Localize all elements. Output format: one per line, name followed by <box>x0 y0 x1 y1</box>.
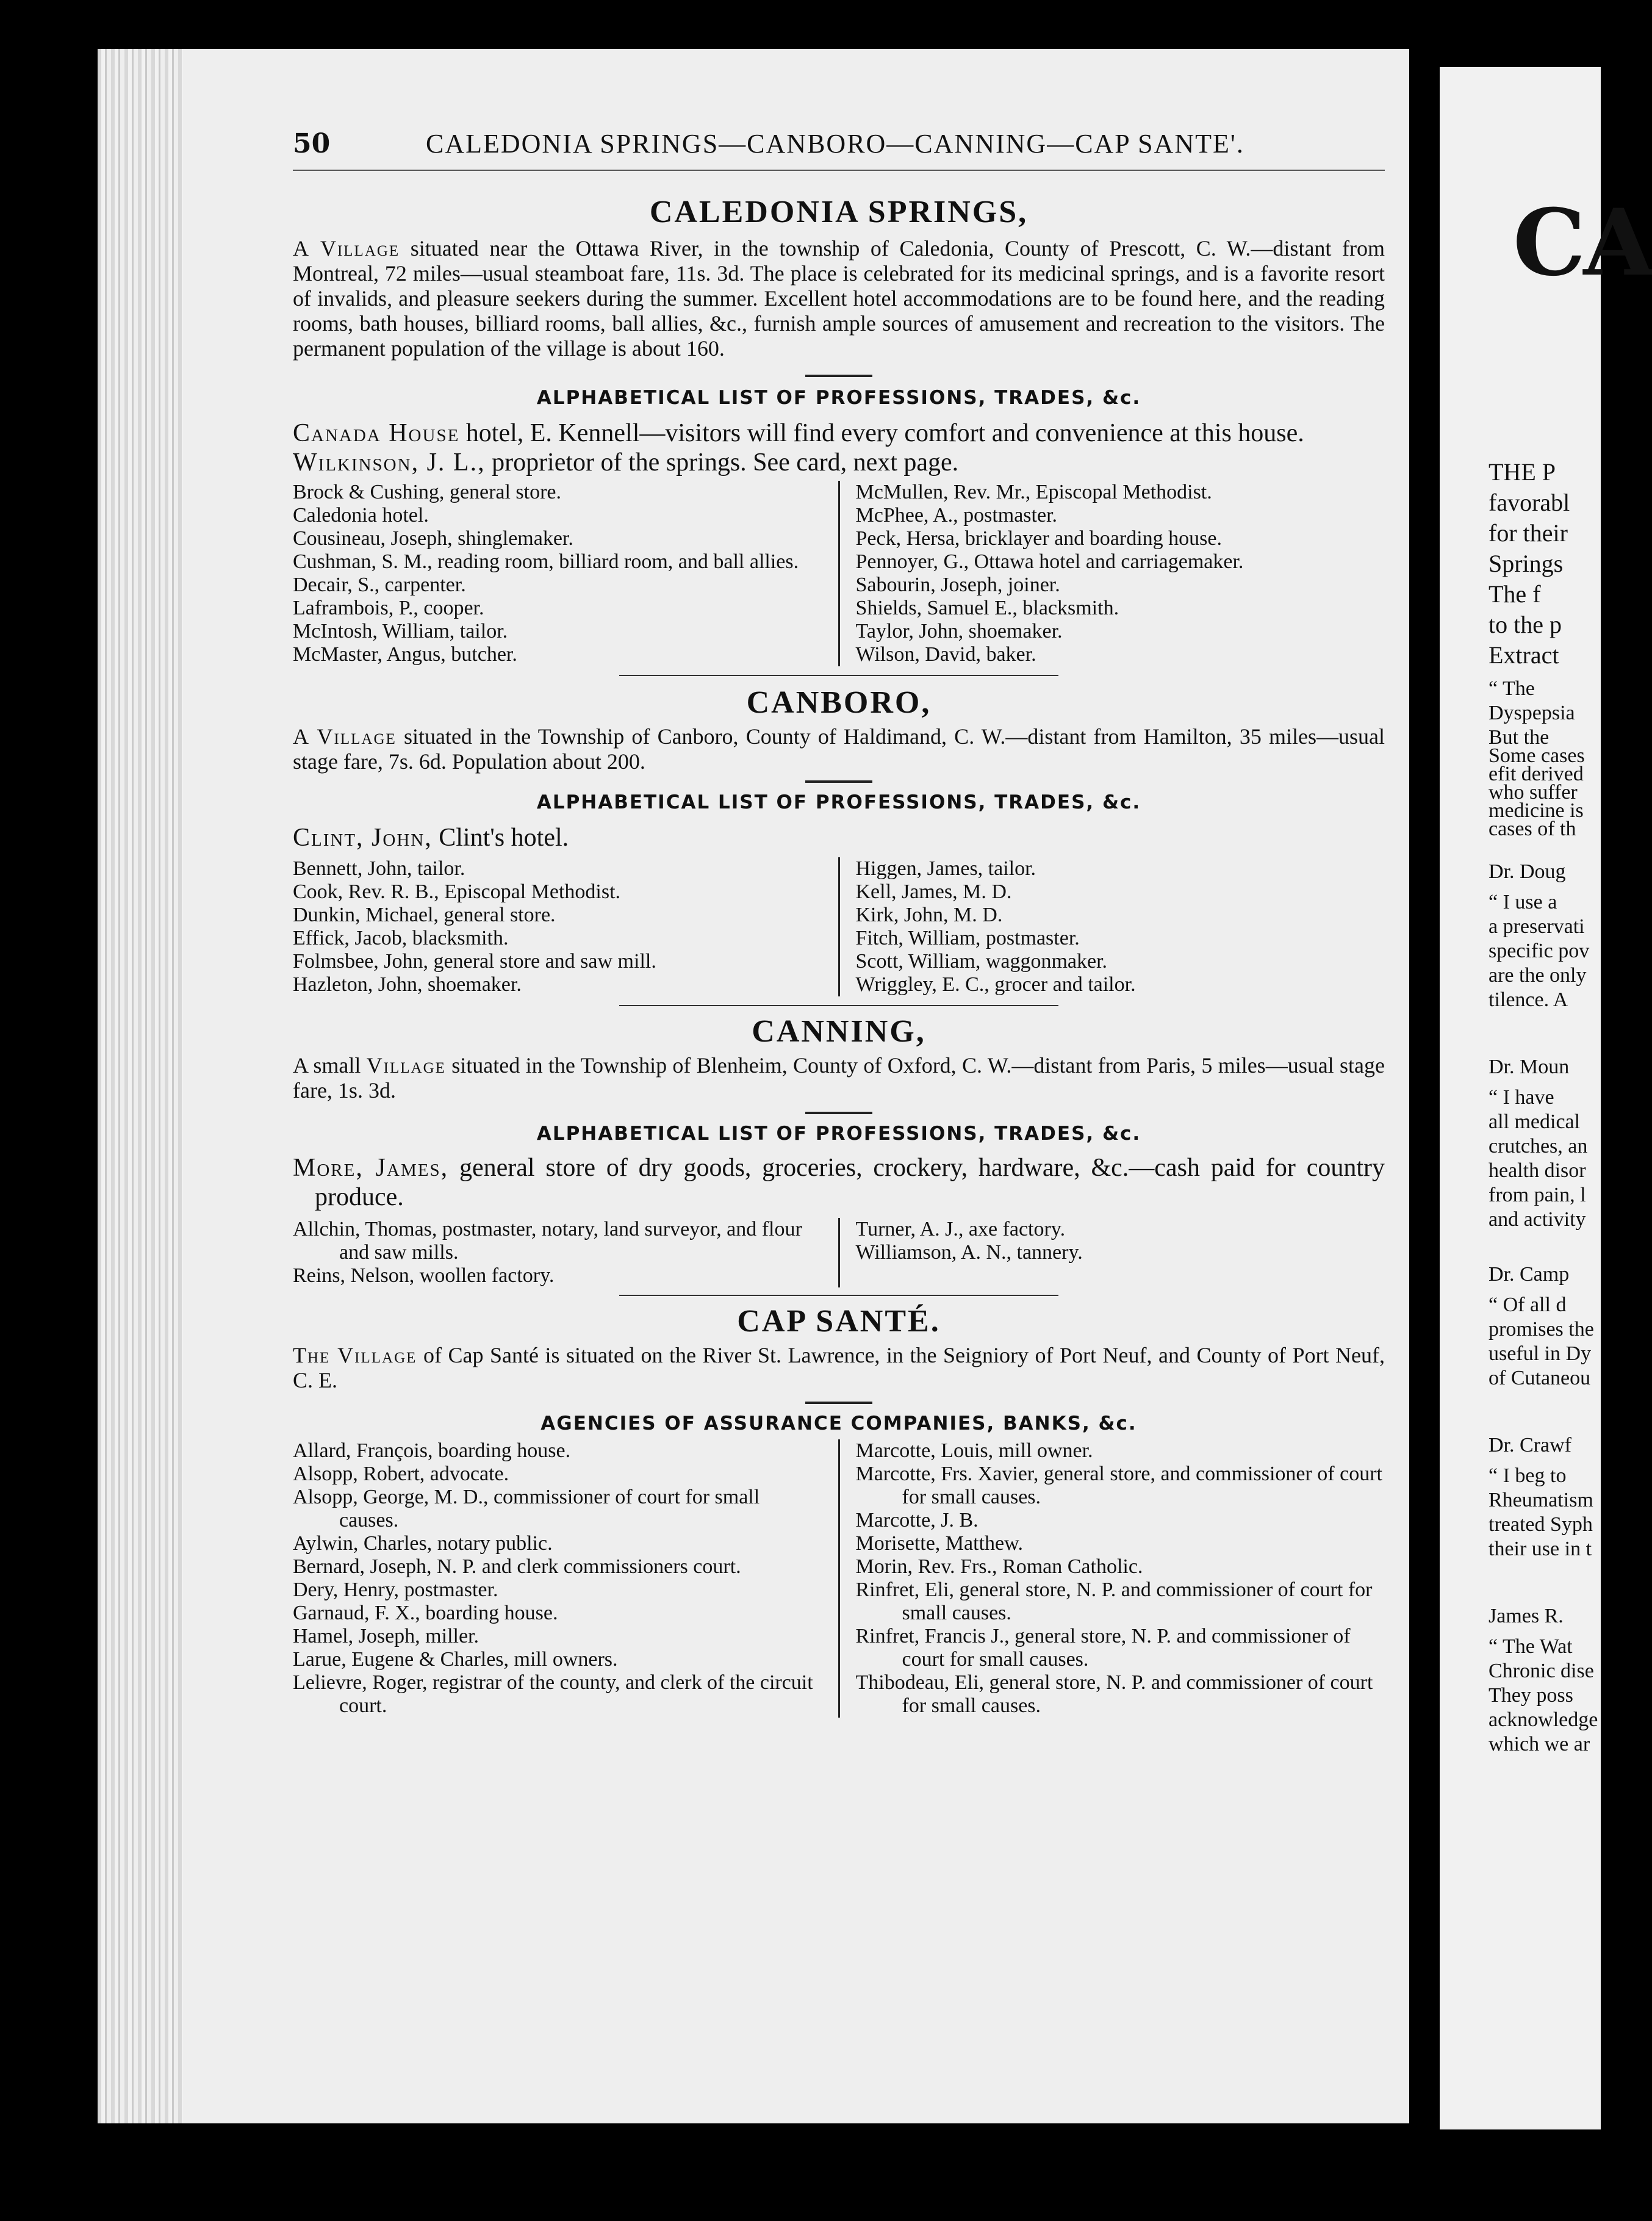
directory-entry: Larue, Eugene & Charles, mill owners. <box>293 1648 618 1671</box>
facing-page-line: specific pov <box>1489 940 1590 962</box>
section-title: CANNING, <box>752 1014 926 1049</box>
facing-page-line: acknowledge <box>1489 1708 1598 1731</box>
directory-entry: Marcotte, Louis, mill owner. <box>855 1439 1093 1462</box>
running-header <box>293 128 1385 171</box>
directory-entry: McMaster, Angus, butcher. <box>293 643 517 666</box>
short-rule <box>805 375 872 377</box>
directory-entry: Rinfret, Eli, general store, N. P. and commissioner of court for small causes. <box>855 1578 1373 1624</box>
list-heading: AGENCIES OF ASSURANCE COMPANIES, BANKS, &c. <box>540 1413 1137 1434</box>
directory-column-right <box>838 481 1385 666</box>
directory-entry: Brock & Cushing, general store. <box>293 481 562 503</box>
facing-page-line: for their <box>1489 519 1568 547</box>
facing-page-line: favorabl <box>1489 489 1570 516</box>
description-text: of Cap Santé is situated on the River St. Lawrence, in the Seigniory of Port Neuf, and County of Port Neuf, C. E. <box>293 1343 1385 1392</box>
directory-entry: Cook, Rev. R. B., Episcopal Methodist. <box>293 880 621 903</box>
facing-page-line: The f <box>1489 580 1541 608</box>
directory-entry: Wilson, David, baker. <box>855 643 1036 666</box>
directory-entry: Cousineau, Joseph, shinglemaker. <box>293 527 573 550</box>
directory-column-left <box>293 1218 838 1287</box>
directory-column-right <box>838 857 1385 996</box>
facing-page-line: are the only <box>1489 964 1587 987</box>
featured-name: Clint, John, <box>293 824 433 852</box>
short-rule <box>805 1402 872 1404</box>
directory-entry: McIntosh, William, tailor. <box>293 620 508 643</box>
short-rule <box>805 1112 872 1114</box>
directory-entry: Peck, Hersa, bricklayer and boarding house. <box>855 527 1222 550</box>
directory-entry: Scott, William, waggonmaker. <box>855 950 1108 973</box>
facing-page-line: Dr. Camp <box>1489 1263 1570 1286</box>
facing-page-line: Dr. Crawf <box>1489 1434 1571 1456</box>
featured-entry <box>293 448 1385 477</box>
directory-entry: McPhee, A., postmaster. <box>855 504 1058 527</box>
facing-page-line: tilence. A <box>1489 988 1568 1011</box>
directory-entry: Hamel, Joseph, miller. <box>293 1625 479 1647</box>
facing-page-line: who suffer <box>1489 781 1578 804</box>
section-description <box>293 1343 1385 1393</box>
description-lead: Village <box>366 1053 446 1078</box>
directory-entry: Sabourin, Joseph, joiner. <box>855 574 1060 596</box>
featured-entries <box>293 1153 1385 1212</box>
featured-text: hotel, E. Kennell—visitors will find every comfort and convenience at this house. <box>459 419 1304 447</box>
facing-page-line: Dr. Doug <box>1489 860 1566 883</box>
facing-page-line: “ Of all d <box>1489 1294 1567 1316</box>
directory-column-left <box>293 857 838 996</box>
facing-page-line: James R. <box>1489 1605 1564 1627</box>
section-divider <box>619 1295 1058 1296</box>
facing-page-line: treated Syph <box>1489 1513 1593 1536</box>
description-text: situated in the Township of Canboro, County of Haldimand, C. W.—distant from Hamilton, 35 miles—usual stage fare, 7s. 6d. Population about 200. <box>293 724 1385 774</box>
directory-entry: Fitch, William, postmaster. <box>855 927 1080 949</box>
short-rule <box>805 780 872 783</box>
directory-entry: Aylwin, Charles, notary public. <box>293 1532 553 1555</box>
facing-page-line: medicine is <box>1489 799 1584 822</box>
directory-entry: Williamson, A. N., tannery. <box>855 1241 1083 1264</box>
directory-entry: Alsopp, George, M. D., commissioner of court for small causes. <box>293 1486 760 1532</box>
facing-page-line: Dr. Moun <box>1489 1056 1570 1078</box>
featured-text: general store of dry goods, groceries, crockery, hardware, &c.—cash paid for country produce. <box>315 1154 1385 1211</box>
section-cap-sante <box>293 1303 1385 1718</box>
facing-page-line: which we ar <box>1489 1733 1590 1755</box>
directory-entry: Caledonia hotel. <box>293 504 429 527</box>
directory-column-right <box>838 1218 1385 1287</box>
header-title: CALEDONIA SPRINGS—CANBORO—CANNING—CAP SANTE'. <box>426 129 1244 159</box>
directory-entry: Allchin, Thomas, postmaster, notary, land surveyor, and flour and saw mills. <box>293 1218 802 1264</box>
directory-columns <box>293 1439 1385 1718</box>
section-canning <box>293 1013 1385 1296</box>
directory-entry: Dery, Henry, postmaster. <box>293 1578 498 1601</box>
directory-entry: Garnaud, F. X., boarding house. <box>293 1602 558 1624</box>
page-content <box>293 194 1385 1718</box>
directory-entry: Turner, A. J., axe factory. <box>855 1218 1066 1240</box>
featured-name: Wilkinson, J. L., <box>293 448 486 477</box>
facing-page-line: all medical <box>1489 1110 1581 1133</box>
featured-text: Clint's hotel. <box>432 824 569 852</box>
featured-entry <box>293 1153 1385 1212</box>
facing-page-line: “ The <box>1489 677 1535 700</box>
directory-entry: Bernard, Joseph, N. P. and clerk commissioners court. <box>293 1555 741 1578</box>
facing-page-line: Some cases <box>1489 744 1585 767</box>
facing-page-line: efit derived <box>1489 763 1584 785</box>
section-description <box>293 236 1385 361</box>
facing-page-line: Dyspepsia <box>1489 702 1575 724</box>
facing-page-line: crutches, an <box>1489 1135 1588 1157</box>
facing-page-line: “ The Wat <box>1489 1635 1573 1658</box>
directory-columns <box>293 481 1385 666</box>
section-description <box>293 1053 1385 1103</box>
directory-column-right <box>838 1439 1385 1718</box>
facing-page-title: CA <box>1513 189 1652 297</box>
directory-entry: Taylor, John, shoemaker. <box>855 620 1063 643</box>
directory-entry: Allard, François, boarding house. <box>293 1439 571 1462</box>
facing-page-line: Rheumatism <box>1489 1489 1593 1511</box>
featured-entry <box>293 419 1385 448</box>
directory-entry: Cushman, S. M., reading room, billiard room, and ball allies. <box>293 550 799 573</box>
featured-name: Canada House <box>293 419 460 447</box>
directory-entry: Morin, Rev. Frs., Roman Catholic. <box>855 1555 1143 1578</box>
directory-entry: Effick, Jacob, blacksmith. <box>293 927 509 949</box>
facing-page-line: useful in Dy <box>1489 1342 1592 1365</box>
facing-page-line: They poss <box>1489 1684 1573 1707</box>
facing-page-line: Springs <box>1489 550 1564 577</box>
description-lead: The Village <box>293 1343 417 1367</box>
facing-page-line: “ I use a <box>1489 891 1557 913</box>
directory-entry: Laframbois, P., cooper. <box>293 597 484 619</box>
facing-page-line: and activity <box>1489 1208 1586 1231</box>
directory-entry: Kirk, John, M. D. <box>855 904 1003 926</box>
facing-page-line: “ I beg to <box>1489 1464 1567 1487</box>
page-stack-edge <box>98 49 195 2123</box>
directory-entry: Rinfret, Francis J., general store, N. P. and commissioner of court for small causes. <box>855 1625 1351 1671</box>
directory-columns <box>293 1218 1385 1287</box>
directory-columns <box>293 857 1385 996</box>
directory-entry: Kell, James, M. D. <box>855 880 1012 903</box>
facing-page-line: a preservati <box>1489 915 1585 938</box>
description-pre: A small <box>293 1053 367 1078</box>
facing-page-line: of Cutaneou <box>1489 1367 1591 1389</box>
featured-entries <box>293 823 1385 852</box>
directory-entry: Shields, Samuel E., blacksmith. <box>855 597 1119 619</box>
page-number: 50 <box>293 128 331 159</box>
description-lead: A Village <box>293 724 397 749</box>
directory-entry: Reins, Nelson, woollen factory. <box>293 1264 555 1287</box>
header-rule <box>293 170 1385 171</box>
list-heading: ALPHABETICAL LIST OF PROFESSIONS, TRADES, &c. <box>536 1123 1141 1145</box>
featured-entry <box>293 823 1385 852</box>
directory-entry: Lelievre, Roger, registrar of the county, and clerk of the circuit court. <box>293 1671 813 1717</box>
facing-page-line: But the <box>1489 726 1550 749</box>
directory-entry: Hazleton, John, shoemaker. <box>293 973 522 996</box>
facing-page-line: THE P <box>1489 458 1556 486</box>
list-heading: ALPHABETICAL LIST OF PROFESSIONS, TRADES, &c. <box>536 387 1141 409</box>
section-title: CANBORO, <box>746 685 932 720</box>
facing-page-line: cases of th <box>1489 818 1576 840</box>
section-divider <box>619 1005 1058 1006</box>
directory-entry: Wriggley, E. C., grocer and tailor. <box>855 973 1136 996</box>
featured-text: proprietor of the springs. See card, next page. <box>485 448 959 477</box>
facing-page-line: “ I have <box>1489 1086 1554 1109</box>
facing-page-line: health disor <box>1489 1159 1586 1182</box>
directory-entry: Higgen, James, tailor. <box>855 857 1036 880</box>
directory-entry: Dunkin, Michael, general store. <box>293 904 556 926</box>
section-divider <box>619 675 1058 676</box>
description-text: situated near the Ottawa River, in the township of Caledonia, County of Prescott, C. W.—distant from Montreal, 72 miles—usual steamboat fare, 11s. 3d. The place is celebrated for its medicinal springs, and is a favorite resort of invalids, and pleasure seekers during the summer. Excellent hotel accommodations are to be found here, and the reading rooms, bath houses, billiard rooms, ball allies, &c., furnish ample sources of amusement and recreation to the visitors. The permanent population of the village is about 160. <box>293 236 1385 361</box>
directory-entry: Alsopp, Robert, advocate. <box>293 1463 509 1485</box>
section-canboro <box>293 685 1385 1006</box>
featured-name: More, James, <box>293 1154 449 1182</box>
description-text: situated in the Township of Blenheim, County of Oxford, C. W.—distant from Paris, 5 miles—usual stage fare, 1s. 3d. <box>293 1053 1385 1103</box>
facing-page-line: promises the <box>1489 1318 1594 1341</box>
directory-entry: McMullen, Rev. Mr., Episcopal Methodist. <box>855 481 1212 503</box>
list-heading: ALPHABETICAL LIST OF PROFESSIONS, TRADES, &c. <box>536 791 1141 813</box>
directory-column-left <box>293 1439 838 1718</box>
directory-entry: Morisette, Matthew. <box>855 1532 1023 1555</box>
facing-page-line: Chronic dise <box>1489 1660 1594 1682</box>
directory-entry: Folmsbee, John, general store and saw mill. <box>293 950 656 973</box>
directory-entry: Decair, S., carpenter. <box>293 574 466 596</box>
directory-entry: Marcotte, Frs. Xavier, general store, and commissioner of court for small causes. <box>855 1463 1382 1508</box>
directory-entry: Pennoyer, G., Ottawa hotel and carriagemaker. <box>855 550 1244 573</box>
directory-entry: Bennett, John, tailor. <box>293 857 465 880</box>
section-title: CALEDONIA SPRINGS, <box>649 195 1029 229</box>
facing-page-line: from pain, l <box>1489 1184 1586 1206</box>
facing-page-line: their use in t <box>1489 1538 1592 1560</box>
directory-entry: Thibodeau, Eli, general store, N. P. and commissioner of court for small causes. <box>855 1671 1373 1717</box>
facing-page-line: Extract <box>1489 641 1559 669</box>
featured-entries <box>293 419 1385 477</box>
facing-page-fragment <box>1440 67 1652 2129</box>
section-title: CAP SANTÉ. <box>737 1304 941 1339</box>
description-lead: A Village <box>293 236 400 261</box>
facing-page-line: to the p <box>1489 611 1562 638</box>
section-caledonia-springs <box>293 194 1385 676</box>
directory-column-left <box>293 481 838 666</box>
directory-entry: Marcotte, J. B. <box>855 1509 979 1532</box>
section-description <box>293 724 1385 774</box>
